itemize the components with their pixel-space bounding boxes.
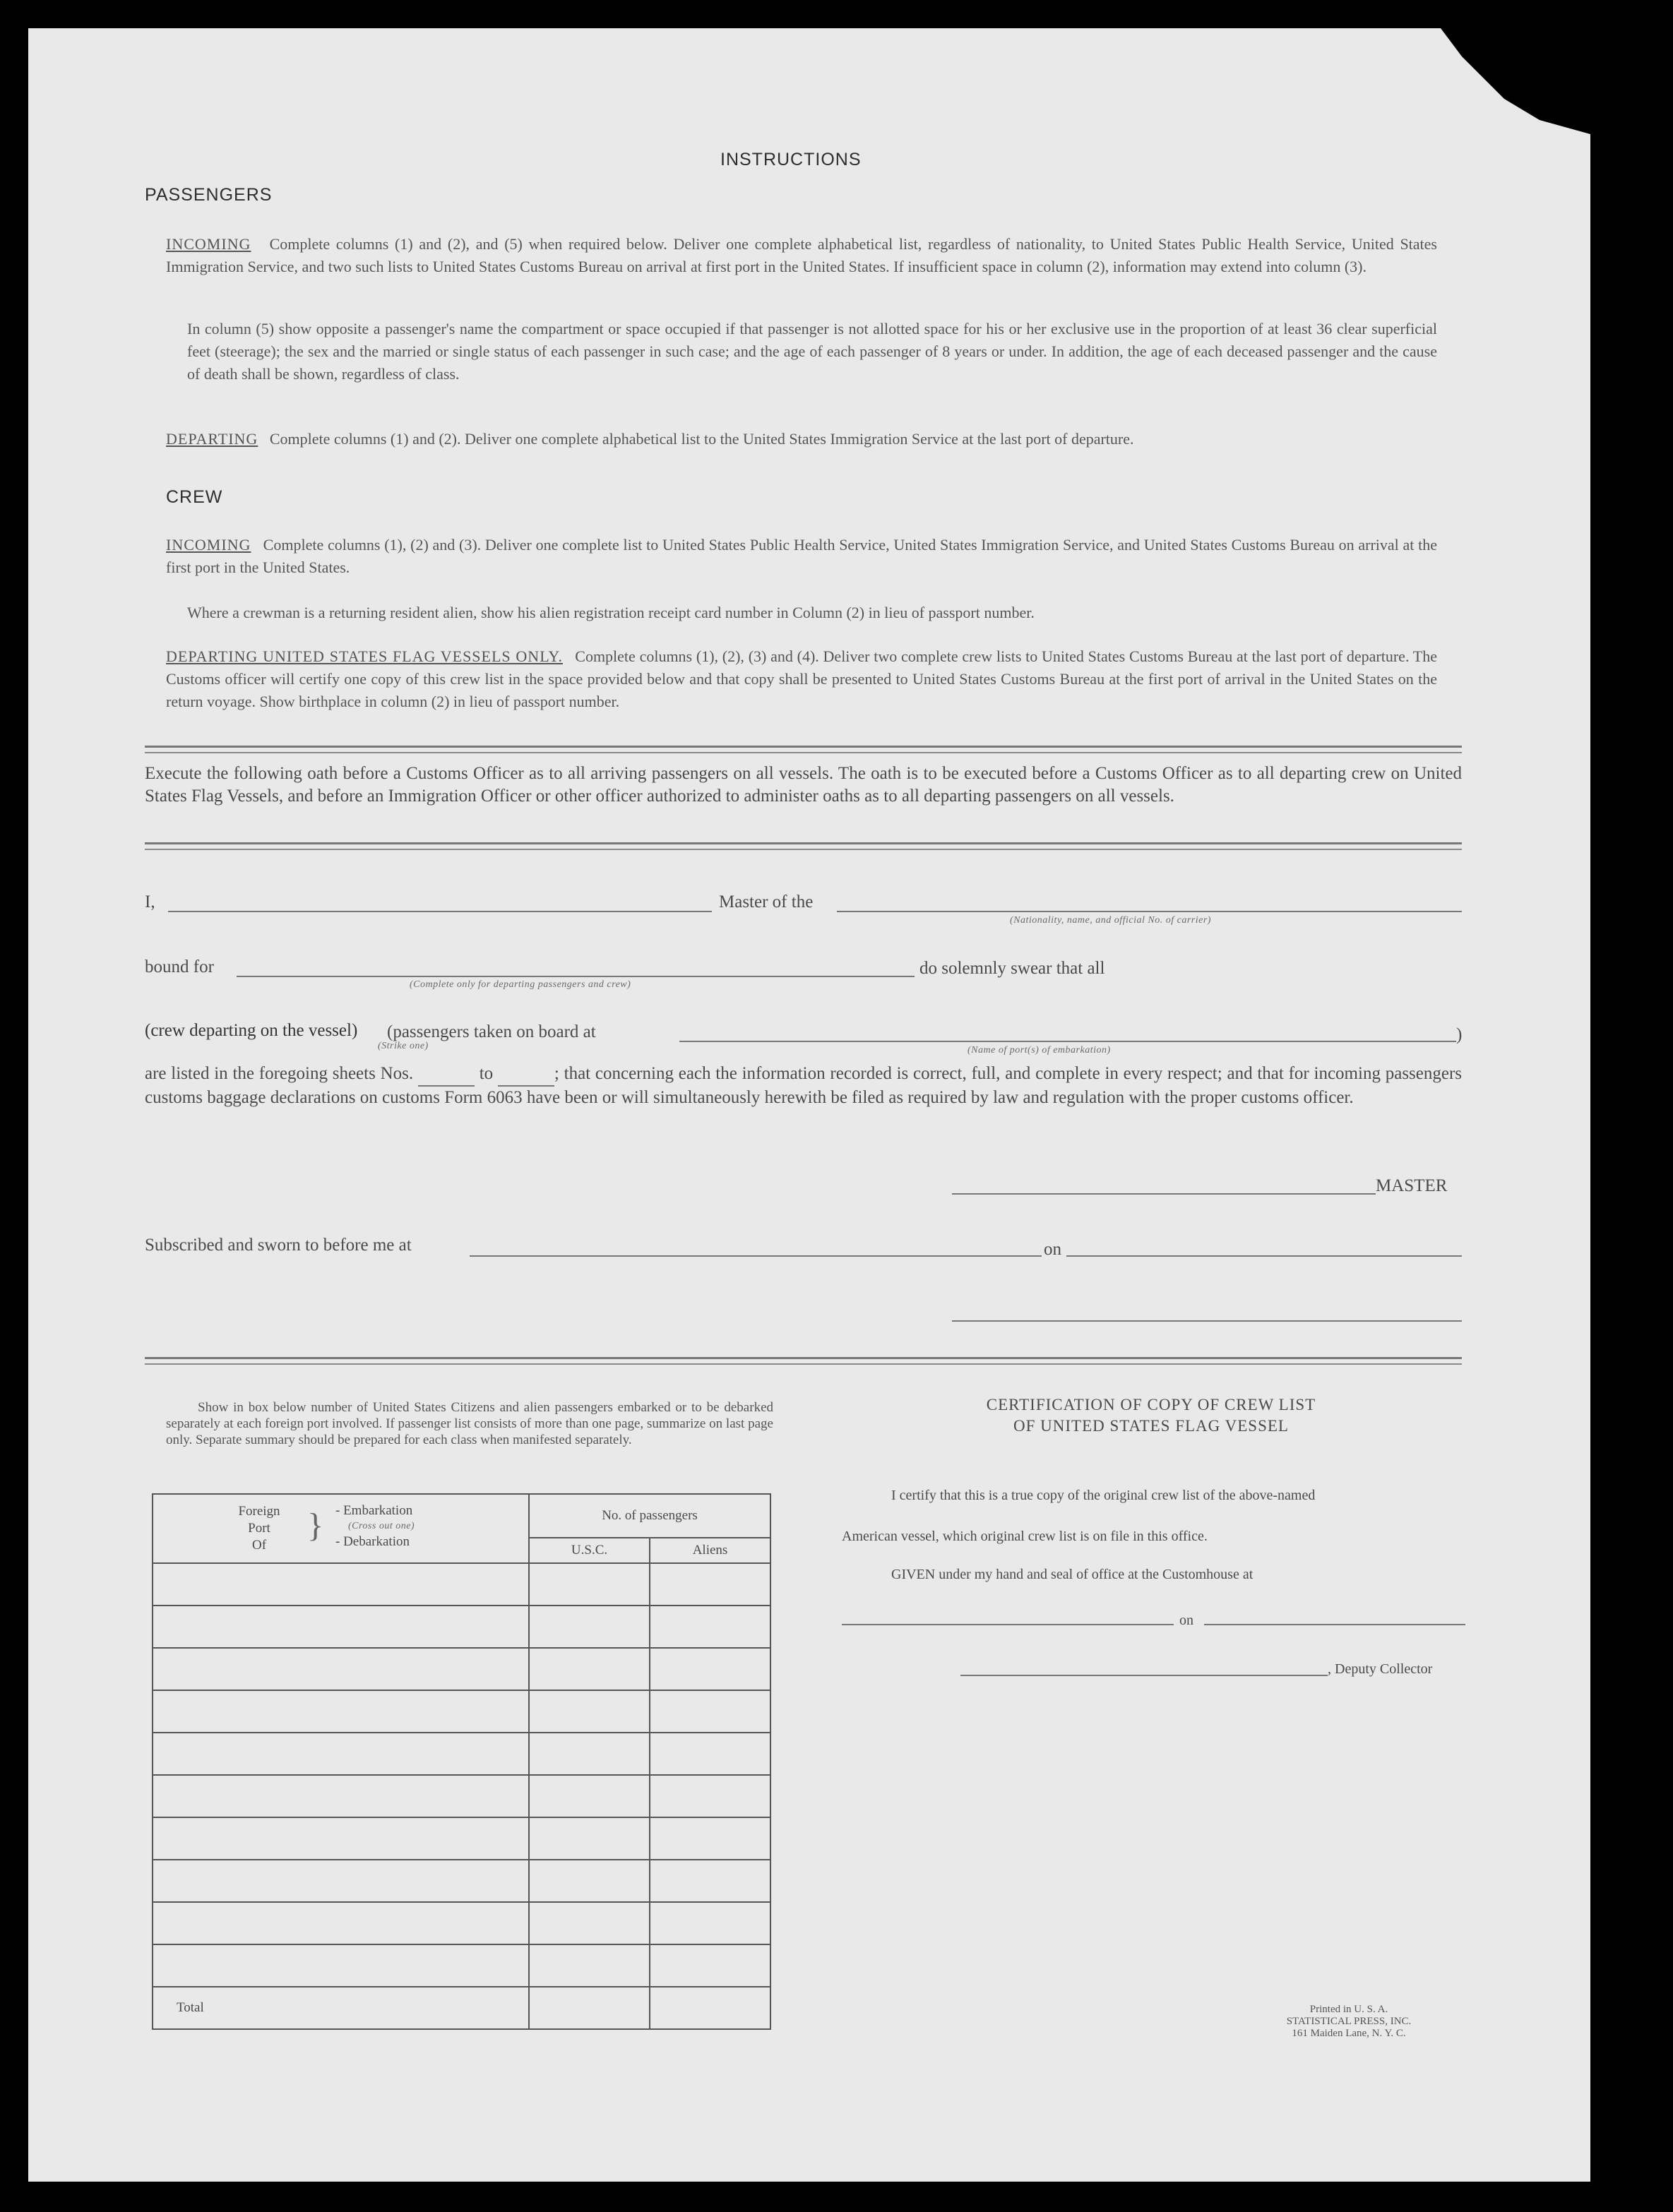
crew-departing-option: (crew departing on the vessel) xyxy=(145,1021,358,1040)
aliens-cell[interactable] xyxy=(650,1944,770,1987)
crew-incoming-paragraph xyxy=(166,534,1437,579)
port-cell[interactable] xyxy=(153,1817,529,1860)
listed-text-a: are listed in the foregoing sheets Nos. xyxy=(145,1064,414,1083)
aliens-cell[interactable] xyxy=(650,1563,770,1606)
usc-cell[interactable] xyxy=(529,1563,650,1606)
passengers-departing-label: DEPARTING xyxy=(166,430,258,448)
certify-line2: American vessel, which original crew list is on file in this office. xyxy=(842,1529,1208,1544)
section-divider xyxy=(145,842,1462,850)
bound-caption: (Complete only for departing passengers and crew) xyxy=(410,979,631,990)
crew-departing-paragraph xyxy=(166,645,1437,713)
aliens-cell[interactable] xyxy=(650,1860,770,1902)
oath-i-label: I, xyxy=(145,892,155,911)
usc-cell[interactable] xyxy=(529,1733,650,1775)
sheet-from-field[interactable] xyxy=(418,1063,475,1087)
officer-signature-field[interactable] xyxy=(952,1320,1462,1322)
usc-cell[interactable] xyxy=(529,1775,650,1817)
customhouse-field[interactable] xyxy=(842,1624,1174,1625)
brace-icon: } xyxy=(307,1507,324,1544)
deputy-signature-field[interactable] xyxy=(960,1675,1328,1676)
section-divider xyxy=(145,1357,1462,1365)
subscribed-place-field[interactable] xyxy=(470,1255,1042,1257)
nationality-caption: (Nationality, name, and official No. of carrier) xyxy=(1010,915,1211,926)
passengers-incoming-text: Complete columns (1) and (2), and (5) when required below. Deliver one complete alphabetical list, regardless of nationality, to United States Public Health Service, United States Immigration Service, and two such lists to United States Customs Bureau on arrival at first port in the United States. If insufficient space in column (2), information may extend into column (3). xyxy=(166,235,1437,275)
crew-heading: CREW xyxy=(166,487,223,507)
usc-total-cell[interactable] xyxy=(529,1987,650,2029)
certification-title xyxy=(840,1394,1462,1437)
deputy-collector-label: , Deputy Collector xyxy=(1328,1661,1433,1677)
certification-title-line1: CERTIFICATION OF COPY OF CREW LIST xyxy=(986,1396,1316,1413)
master-name-field[interactable] xyxy=(168,911,712,912)
usc-cell[interactable] xyxy=(529,1606,650,1648)
subscribed-date-field[interactable] xyxy=(1066,1255,1462,1257)
port-cell[interactable] xyxy=(153,1563,529,1606)
cross-out-caption: (Cross out one) xyxy=(348,1521,415,1531)
usc-cell[interactable] xyxy=(529,1648,650,1690)
passenger-summary-table xyxy=(152,1493,771,2030)
imprint-line3: 161 Maiden Lane, N. Y. C. xyxy=(1292,2028,1406,2039)
certify-line1: I certify that this is a true copy of the original crew list of the above-named xyxy=(891,1488,1316,1503)
port-cell[interactable] xyxy=(153,1775,529,1817)
embarkation-ports-field[interactable] xyxy=(679,1041,1456,1042)
subscribed-on-label: on xyxy=(1044,1240,1061,1259)
aliens-cell[interactable] xyxy=(650,1902,770,1944)
master-of-the-label: Master of the xyxy=(719,892,814,911)
aliens-cell[interactable] xyxy=(650,1648,770,1690)
imprint-line1: Printed in U. S. A. xyxy=(1309,2004,1388,2015)
instructions-heading: INSTRUCTIONS xyxy=(720,150,862,169)
usc-cell[interactable] xyxy=(529,1817,650,1860)
certification-date-field[interactable] xyxy=(1204,1624,1465,1625)
ports-caption: (Name of port(s) of embarkation) xyxy=(968,1045,1111,1056)
section-divider xyxy=(145,746,1462,753)
listed-statement xyxy=(145,1063,1462,1109)
aliens-cell[interactable] xyxy=(650,1817,770,1860)
close-paren: ) xyxy=(1456,1025,1463,1044)
no-of-passengers-header: No. of passengers xyxy=(529,1494,770,1538)
bound-for-label: bound for xyxy=(145,957,214,976)
subscribed-label: Subscribed and sworn to before me at xyxy=(145,1236,412,1255)
usc-header: U.S.C. xyxy=(529,1538,650,1563)
aliens-cell[interactable] xyxy=(650,1775,770,1817)
certification-title-line2: OF UNITED STATES FLAG VESSEL xyxy=(1013,1417,1289,1435)
summary-instructions: Show in box below number of United States Citizens and alien passengers embarked or to be debarked separately at each foreign port involved. If passenger list consists of more than one page, summarize on last page only. Separate summary should be prepared for each class when manifested separately. xyxy=(166,1400,773,1447)
crew-incoming-label: INCOMING xyxy=(166,536,251,554)
aliens-cell[interactable] xyxy=(650,1606,770,1648)
imprint-line2: STATISTICAL PRESS, INC. xyxy=(1286,2016,1412,2027)
listed-to-label: to xyxy=(479,1064,494,1083)
oath-instructions: Execute the following oath before a Customs Officer as to all arriving passengers on all vessels. The oath is to be executed before a Customs Officer as to all departing crew on United States Flag Vessels, and before an Immigration Officer or other officer authorized to administer oaths as to all departing passengers on all vessels. xyxy=(145,764,1462,806)
crew-incoming-text: Complete columns (1), (2) and (3). Deliver one complete list to United States Public Health Service, United States Immigration Service, and United States Customs Bureau on arrival at the first port in the United States. xyxy=(166,536,1438,576)
crew-departing-label: DEPARTING UNITED STATES FLAG VESSELS ONLY. xyxy=(166,647,563,665)
port-cell[interactable] xyxy=(153,1606,529,1648)
usc-cell[interactable] xyxy=(529,1902,650,1944)
passengers-incoming-label: INCOMING xyxy=(166,235,251,253)
usc-cell[interactable] xyxy=(529,1690,650,1733)
port-cell[interactable] xyxy=(153,1860,529,1902)
passengers-departing-text: Complete columns (1) and (2). Deliver one complete alphabetical list to the United States Immigration Service at the last port of departure. xyxy=(269,430,1134,448)
total-label: Total xyxy=(153,1987,529,2029)
port-label: Port xyxy=(248,1521,270,1536)
column5-paragraph: In column (5) show opposite a passenger's name the compartment or space occupied if that passenger is not allotted space for his or her exclusive use in the proportion of at least 36 clear superficial feet (steerage); the sex and the married or single status of each passenger in such case; and the age of each passenger of 8 years or under. In addition, the age of each deceased passenger and the cause of death shall be shown, regardless of class. xyxy=(187,320,1437,383)
passengers-heading: PASSENGERS xyxy=(145,185,273,205)
aliens-cell[interactable] xyxy=(650,1690,770,1733)
sheet-to-field[interactable] xyxy=(498,1063,554,1087)
passengers-taken-option: (passengers taken on board at xyxy=(387,1022,596,1041)
debarkation-label: - Debarkation xyxy=(335,1534,410,1549)
usc-cell[interactable] xyxy=(529,1860,650,1902)
printer-imprint xyxy=(1243,2004,1455,2040)
aliens-header: Aliens xyxy=(650,1538,770,1563)
carrier-field[interactable] xyxy=(837,911,1462,912)
strike-one-caption: (Strike one) xyxy=(378,1041,429,1051)
listed-text-b: ; that concerning each the information recorded is correct, full, and complete in every respect; and that for incoming passengers customs baggage declarations on customs Form 6063 have been or will simultaneously herewith be filed as required by law and regulation with the proper customs officer. xyxy=(145,1064,1463,1107)
port-cell[interactable] xyxy=(153,1648,529,1690)
port-cell[interactable] xyxy=(153,1690,529,1733)
crew-alien-paragraph: Where a crewman is a returning resident alien, show his alien registration receipt card number in Column (2) in lieu of passport number. xyxy=(187,604,1035,621)
aliens-cell[interactable] xyxy=(650,1733,770,1775)
of-label: Of xyxy=(251,1538,267,1553)
certification-on-label: on xyxy=(1179,1613,1193,1628)
bound-for-field[interactable] xyxy=(237,976,915,977)
port-cell[interactable] xyxy=(153,1944,529,1987)
embarkation-label: - Embarkation xyxy=(335,1503,413,1518)
usc-cell[interactable] xyxy=(529,1944,650,1987)
passengers-departing-paragraph xyxy=(166,428,1437,450)
master-label: MASTER xyxy=(1376,1176,1448,1195)
port-cell[interactable] xyxy=(153,1733,529,1775)
swear-label: do solemnly swear that all xyxy=(919,959,1105,978)
passengers-incoming-paragraph xyxy=(166,233,1437,278)
port-cell[interactable] xyxy=(153,1902,529,1944)
master-signature-field[interactable] xyxy=(952,1193,1376,1195)
port-header-cell xyxy=(153,1494,529,1563)
given-line: GIVEN under my hand and seal of office at the Customhouse at xyxy=(891,1567,1254,1582)
foreign-label: Foreign xyxy=(238,1504,280,1519)
crew-departing-text: Complete columns (1), (2), (3) and (4). Deliver two complete crew lists to United States Customs Bureau at the last port of departure. The Customs officer will certify one copy of this crew list in the space provided below and that copy shall be presented to United States Customs Bureau at the first port of arrival in the United States on the return voyage. Show birthplace in column (2) in lieu of passport number. xyxy=(166,647,1438,710)
aliens-total-cell[interactable] xyxy=(650,1987,770,2029)
